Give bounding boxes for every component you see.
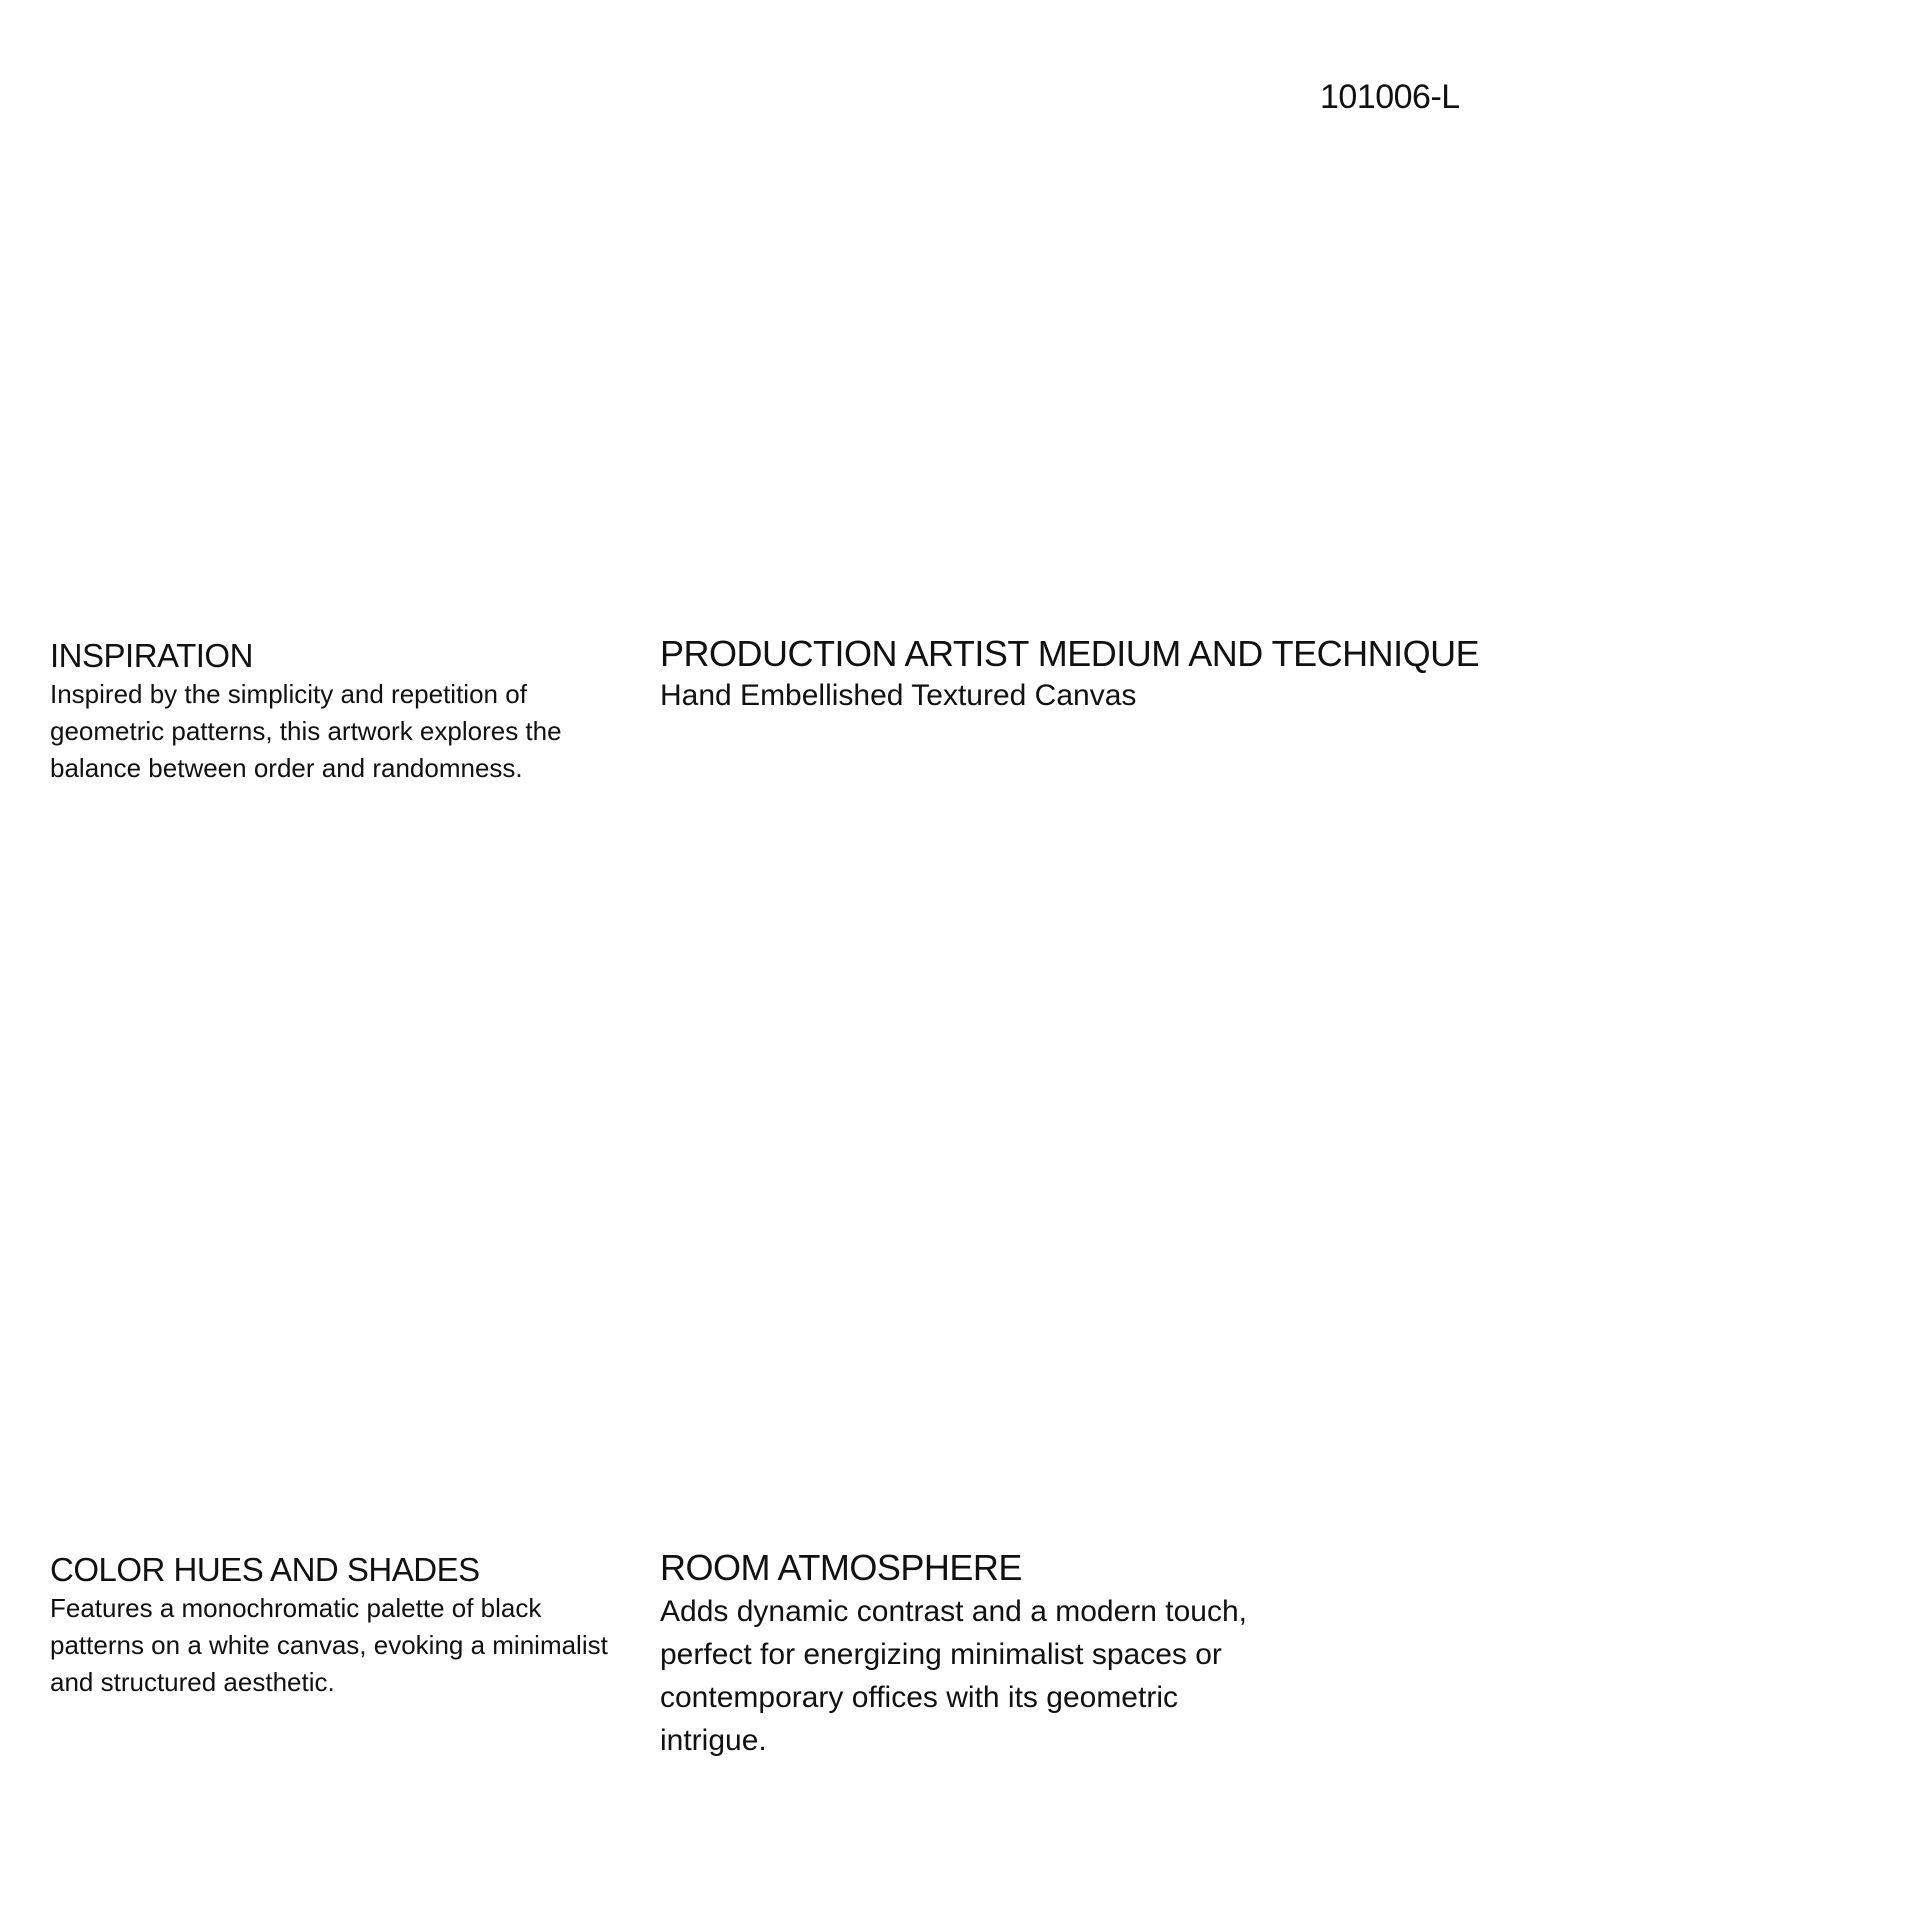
production-heading: PRODUCTION ARTIST MEDIUM AND TECHNIQUE xyxy=(660,633,1480,674)
product-code: 101006-L xyxy=(1320,78,1460,116)
color-heading: COLOR HUES AND SHADES xyxy=(50,1551,480,1588)
room-atmosphere-text: Adds dynamic contrast and a modern touch, perfect for energizing minimalist spaces or contemporary offices with its geometric intrigue. xyxy=(660,1595,1247,1757)
production-text: Hand Embellished Textured Canvas xyxy=(660,679,1137,712)
inspiration-text: Inspired by the simplicity and repetition of geometric patterns, this artwork explores the balance between order and randomness. xyxy=(50,679,562,783)
room-atmosphere-section xyxy=(660,1546,1260,1762)
room-atmosphere-heading: ROOM ATMOSPHERE xyxy=(660,1547,1022,1588)
color-text: Features a monochromatic palette of black patterns on a white canvas, evoking a minimalist and structured aesthetic. xyxy=(50,1593,608,1697)
inspiration-section xyxy=(50,636,630,787)
inspiration-heading: INSPIRATION xyxy=(50,637,253,674)
production-section xyxy=(660,632,1560,716)
color-section xyxy=(50,1550,630,1701)
